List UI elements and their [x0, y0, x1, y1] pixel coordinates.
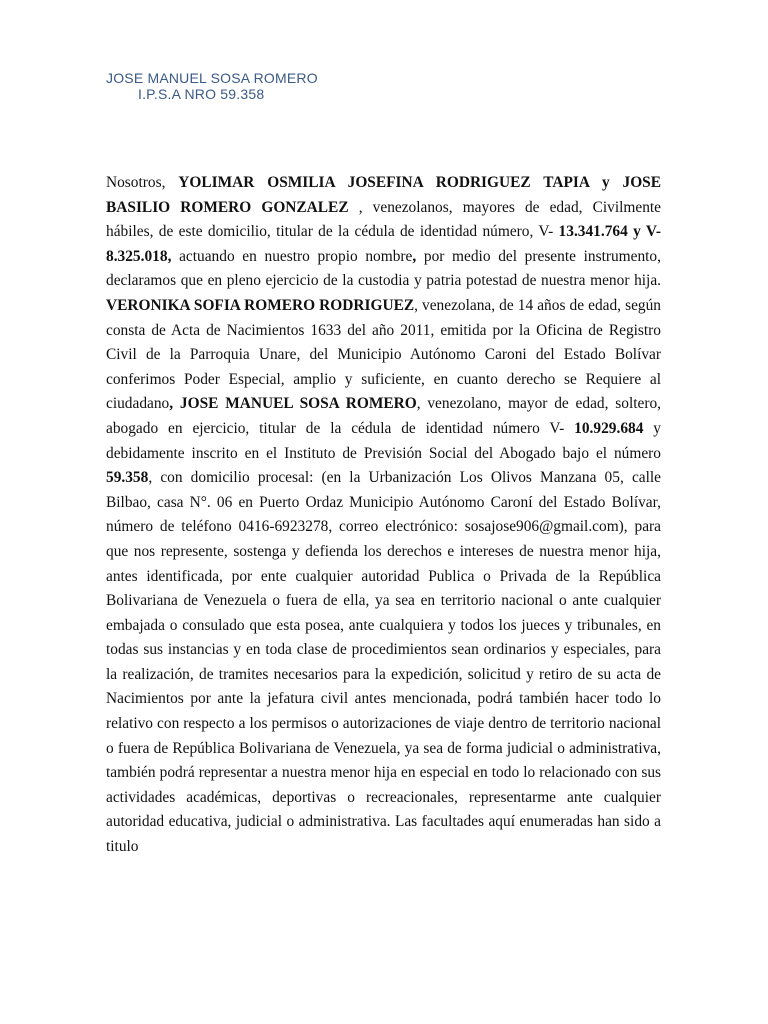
text-segment: , venezolana, de 14 años de edad, según consta de Acta de Nacimientos 1633 del año 2011, emitida por la Oficina de Registro Civil de la Parroquia Unare, del Municipio Autónomo Caroni del Estado Bolívar conferimos Poder Especial, amplio y suficiente, en cuanto derecho se Requiere al ciudadano	[106, 296, 661, 413]
text-segment: y debidamente inscrito en el Instituto de Previsión Social del Abogado bajo el número	[106, 419, 662, 462]
text-segment: , venezolanos, mayores de edad, Civilmente hábiles, de este domicilio, titular de la cédula de identidad número, V-	[106, 198, 661, 241]
text-segment: actuando en nuestro propio nombre	[171, 247, 413, 265]
text-segment-bold: , JOSE MANUEL SOSA ROMERO	[169, 395, 417, 413]
lawyer-name: JOSE MANUEL SOSA ROMERO	[106, 70, 318, 86]
text-segment: , venezolano, mayor de edad, soltero, abogado en ejercicio, titular de la cédula de identidad número V-	[106, 395, 661, 437]
text-segment: , con domicilio procesal: (en la Urbanización Los Olivos Manzana 05, calle Bilbao, casa N°. 06 en Puerto Ordaz Municipio Autónomo Caroní del Estado Bolívar, número de teléfono 0416-6923278, correo electrónico: sosajose906@gmail.com), para que nos represente, sostenga y defienda los derechos e intereses de nuestra menor hija, antes identificada, por ente cualquier autoridad Publica o Privada de la República Bolivariana de Venezuela o fuera de ella, ya sea en territorio nacional o ante cualquier embajada o consulado que esta posea, ante cualquiera y todos los jueces y tribunales, en todas sus instancias y en toda clase de procedimientos sean ordinarios y especiales, para la realización, de tramites necesarios para la expedición, solicitud y retiro de su acta de Nacimientos por ante la jefatura civil antes mencionada, podrá también hacer todo lo relativo con respecto a los permisos o autorizaciones de viaje dentro de territorio nacional o fuera de República Bolivariana de Venezuela, ya sea de forma judicial o administrativa, también podrá representar a nuestra menor hija en especial en todo lo relacionado con sus actividades académicas, deportivas o recreacionales, representarme ante cualquier autoridad educativa, judicial o administrativa. Las facultades aquí enumeradas han sido a titulo	[106, 469, 661, 856]
document-header	[106, 70, 318, 102]
text-segment-bold: 13.341.764 y V- 8.325.018,	[106, 223, 661, 265]
text-segment: Nosotros,	[106, 174, 179, 191]
ipsa-number: I.P.S.A NRO 59.358	[138, 86, 265, 102]
text-segment-bold: ,	[412, 247, 417, 265]
text-segment-bold: 59.358	[106, 469, 149, 487]
text-segment-bold: YOLIMAR OSMILIA JOSEFINA RODRIGUEZ TAPIA y JOSE BASILIO ROMERO GONZALEZ	[106, 174, 662, 216]
text-segment: por medio del presente instrumento, declaramos que en pleno ejercicio de la custodia y patria potestad de nuestra menor hija.	[106, 247, 661, 290]
document-body	[106, 171, 661, 860]
text-segment-bold: VERONIKA SOFIA ROMERO RODRIGUEZ	[106, 296, 415, 314]
text-segment-bold: 10.929.684	[574, 419, 644, 437]
